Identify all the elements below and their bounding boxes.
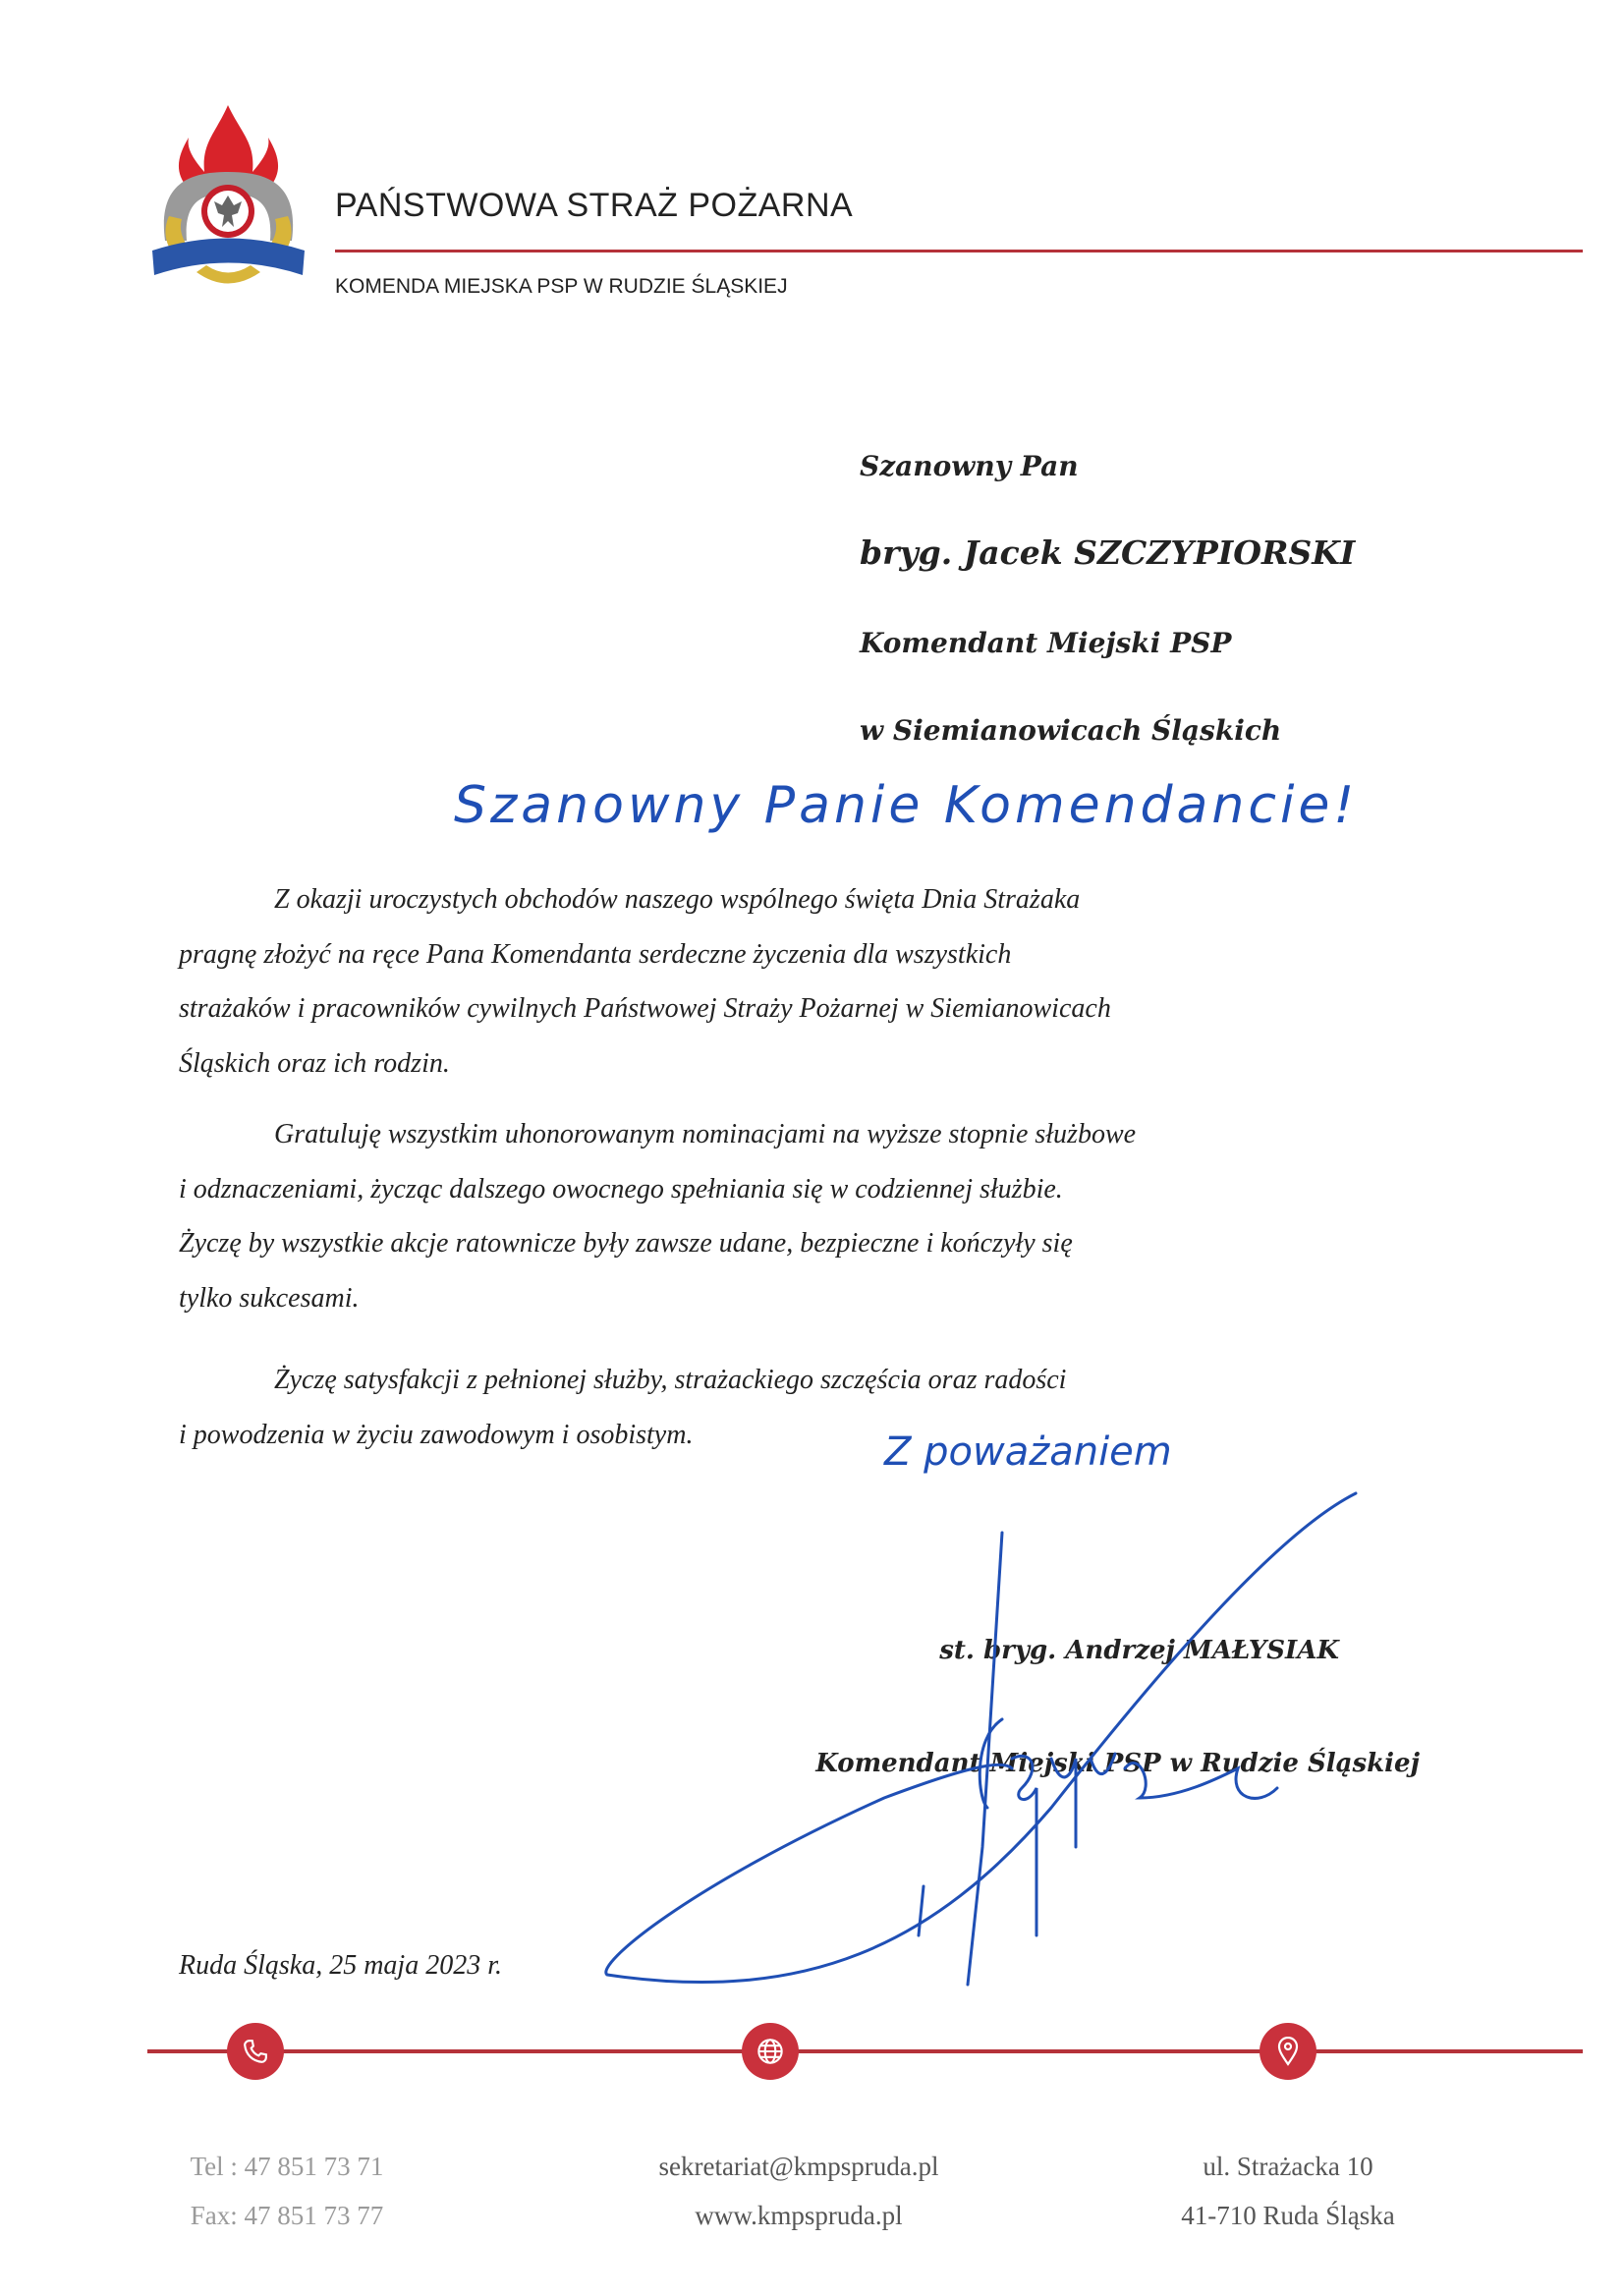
phone-icon [227,2023,284,2080]
organization-subtitle: KOMENDA MIEJSKA PSP W RUDZIE ŚLĄSKIEJ [335,275,788,298]
footer-address [1082,2142,1494,2240]
address-street: ul. Strażacka 10 [1203,2152,1373,2181]
email-link[interactable]: sekretariat@kmpspruda.pl [658,2152,939,2181]
signatory-position: Komendant Miejski PSP w Rudzie Śląskiej [815,1749,1420,1778]
body-line: Śląskich oraz ich rodzin. [179,1047,450,1079]
body-line: pragnę złożyć na ręce Pana Komendanta serdeczne życzenia dla wszystkich [179,938,1012,970]
handwritten-greeting: Szanowny Panie Komendancie! [454,776,1359,835]
phone-number: Tel : 47 851 73 71 [190,2152,384,2181]
organization-title: PAŃSTWOWA STRAŻ POŻARNA [335,187,854,224]
signatory-name: st. bryg. Andrzej MAŁYSIAK [939,1636,1339,1665]
body-line: Życzę satysfakcji z pełnionej służby, strażackiego szczęścia oraz radości [274,1365,1067,1395]
letter-date: Ruda Śląska, 25 maja 2023 r. [179,1950,502,1981]
footer-divider [147,2049,1583,2053]
footer-phone [81,2142,493,2240]
body-line: Gratuluję wszystkim uhonorowanym nominacjami na wyższe stopnie służbowe [274,1119,1137,1149]
map-pin-icon [1260,2023,1316,2080]
body-paragraph-2 [179,1107,1420,1325]
body-line: strażaków i pracowników cywilnych Państwowej Straży Pożarnej w Siemianowicach [179,993,1111,1024]
recipient-salutation: Szanowny Pan [860,450,1079,482]
website-link[interactable]: www.kmpspruda.pl [695,2201,903,2230]
handwritten-closing: Z poważaniem [884,1429,1172,1475]
body-line: tylko sukcesami. [179,1282,360,1314]
psp-logo [147,103,309,295]
footer-web [592,2142,1005,2240]
recipient-location: w Siemianowicach Śląskich [860,714,1282,747]
recipient-position: Komendant Miejski PSP [860,627,1232,659]
body-paragraph-3 [179,1353,1420,1462]
body-line: Życzę by wszystkie akcje ratownicze były zawsze udane, bezpieczne i kończyły się [179,1228,1073,1259]
fax-number: Fax: 47 851 73 77 [190,2201,384,2230]
body-line: i odznaczeniami, życząc dalszego owocnego spełniania się w codziennej służbie. [179,1173,1063,1204]
header-divider [335,250,1583,252]
body-line: i powodzenia w życiu zawodowym i osobistym. [179,1419,694,1450]
body-paragraph-1 [179,872,1420,1091]
address-city: 41-710 Ruda Śląska [1181,2201,1395,2230]
signature [589,1474,1474,2024]
globe-icon [742,2023,799,2080]
body-line: Z okazji uroczystych obchodów naszego wspólnego święta Dnia Strażaka [274,884,1081,915]
recipient-name: bryg. Jacek SZCZYPIORSKI [860,533,1356,572]
